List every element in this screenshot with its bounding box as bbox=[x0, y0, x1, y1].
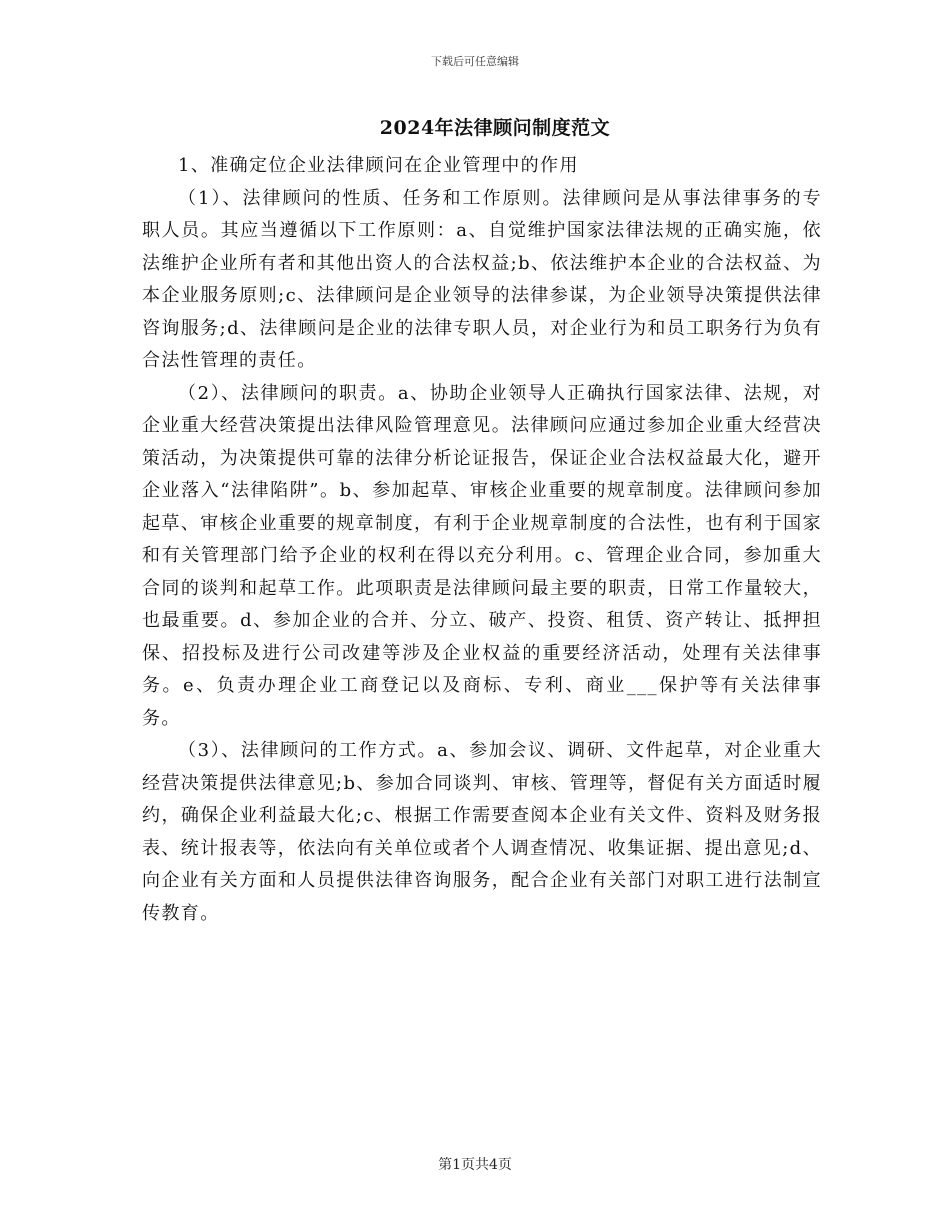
page-number-footer: 第1页共4页 bbox=[438, 1157, 512, 1173]
page-header-note: 下载后可任意编辑 bbox=[431, 55, 519, 68]
document-body bbox=[142, 150, 822, 930]
section-heading-1: 1、准确定位企业法律顾问在企业管理中的作用 bbox=[178, 155, 579, 176]
paragraph-duties: （2）、法律顾问的职责。a、协助企业领导人正确执行国家法律、法规，对企业重大经营决策提出法律风险管理意见。法律顾问应通过参加企业重大经营决策活动，为决策提供可靠的法律分析论证报告，保证企业合法权益最大化，避开企业落入“法律陷阱”。b、参加起草、审核企业重要的规章制度。法律顾问参加起草、审核企业重要的规章制度，有利于企业规章制度的合法性，也有利于国家和有关管理部门给予企业的权利在得以充分利用。c、管理企业合同，参加重大合同的谈判和起草工作。此项职责是法律顾问最主要的职责，日常工作量较大，也最重要。d、参加企业的合并、分立、破产、投资、租赁、资产转让、抵押担保、招投标及进行公司改建等涉及企业权益的重要经济活动，处理有关法律事务。e、负责办理企业工商登记以及商标、专利、商业___保护等有关法律事务。 bbox=[142, 382, 822, 729]
paragraph-nature-tasks-principles: （1）、法律顾问的性质、任务和工作原则。法律顾问是从事法律事务的专职人员。其应当遵循以下工作原则：a、自觉维护国家法律法规的正确实施，依法维护企业所有者和其他出资人的合法权益;b、依法维护本企业的合法权益、为本企业服务原则;c、法律顾问是企业领导的法律参谋，为企业领导决策提供法律咨询服务;d、法律顾问是企业的法律专职人员，对企业行为和员工职务行为负有合法性管理的责任。 bbox=[142, 187, 822, 371]
paragraph-working-methods: （3）、法律顾问的工作方式。a、参加会议、调研、文件起草，对企业重大经营决策提供法律意见;b、参加合同谈判、审核、管理等，督促有关方面适时履约，确保企业利益最大化;c、根据工作需要查阅本企业有关文件、资料及财务报表、统计报表等，依法向有关单位或者个人调查情况、收集证据、提出意见;d、向企业有关方面和人员提供法律咨询服务，配合企业有关部门对职工进行法制宣传教育。 bbox=[142, 740, 822, 924]
document-title: 2024年法律顾问制度范文 bbox=[379, 117, 611, 139]
